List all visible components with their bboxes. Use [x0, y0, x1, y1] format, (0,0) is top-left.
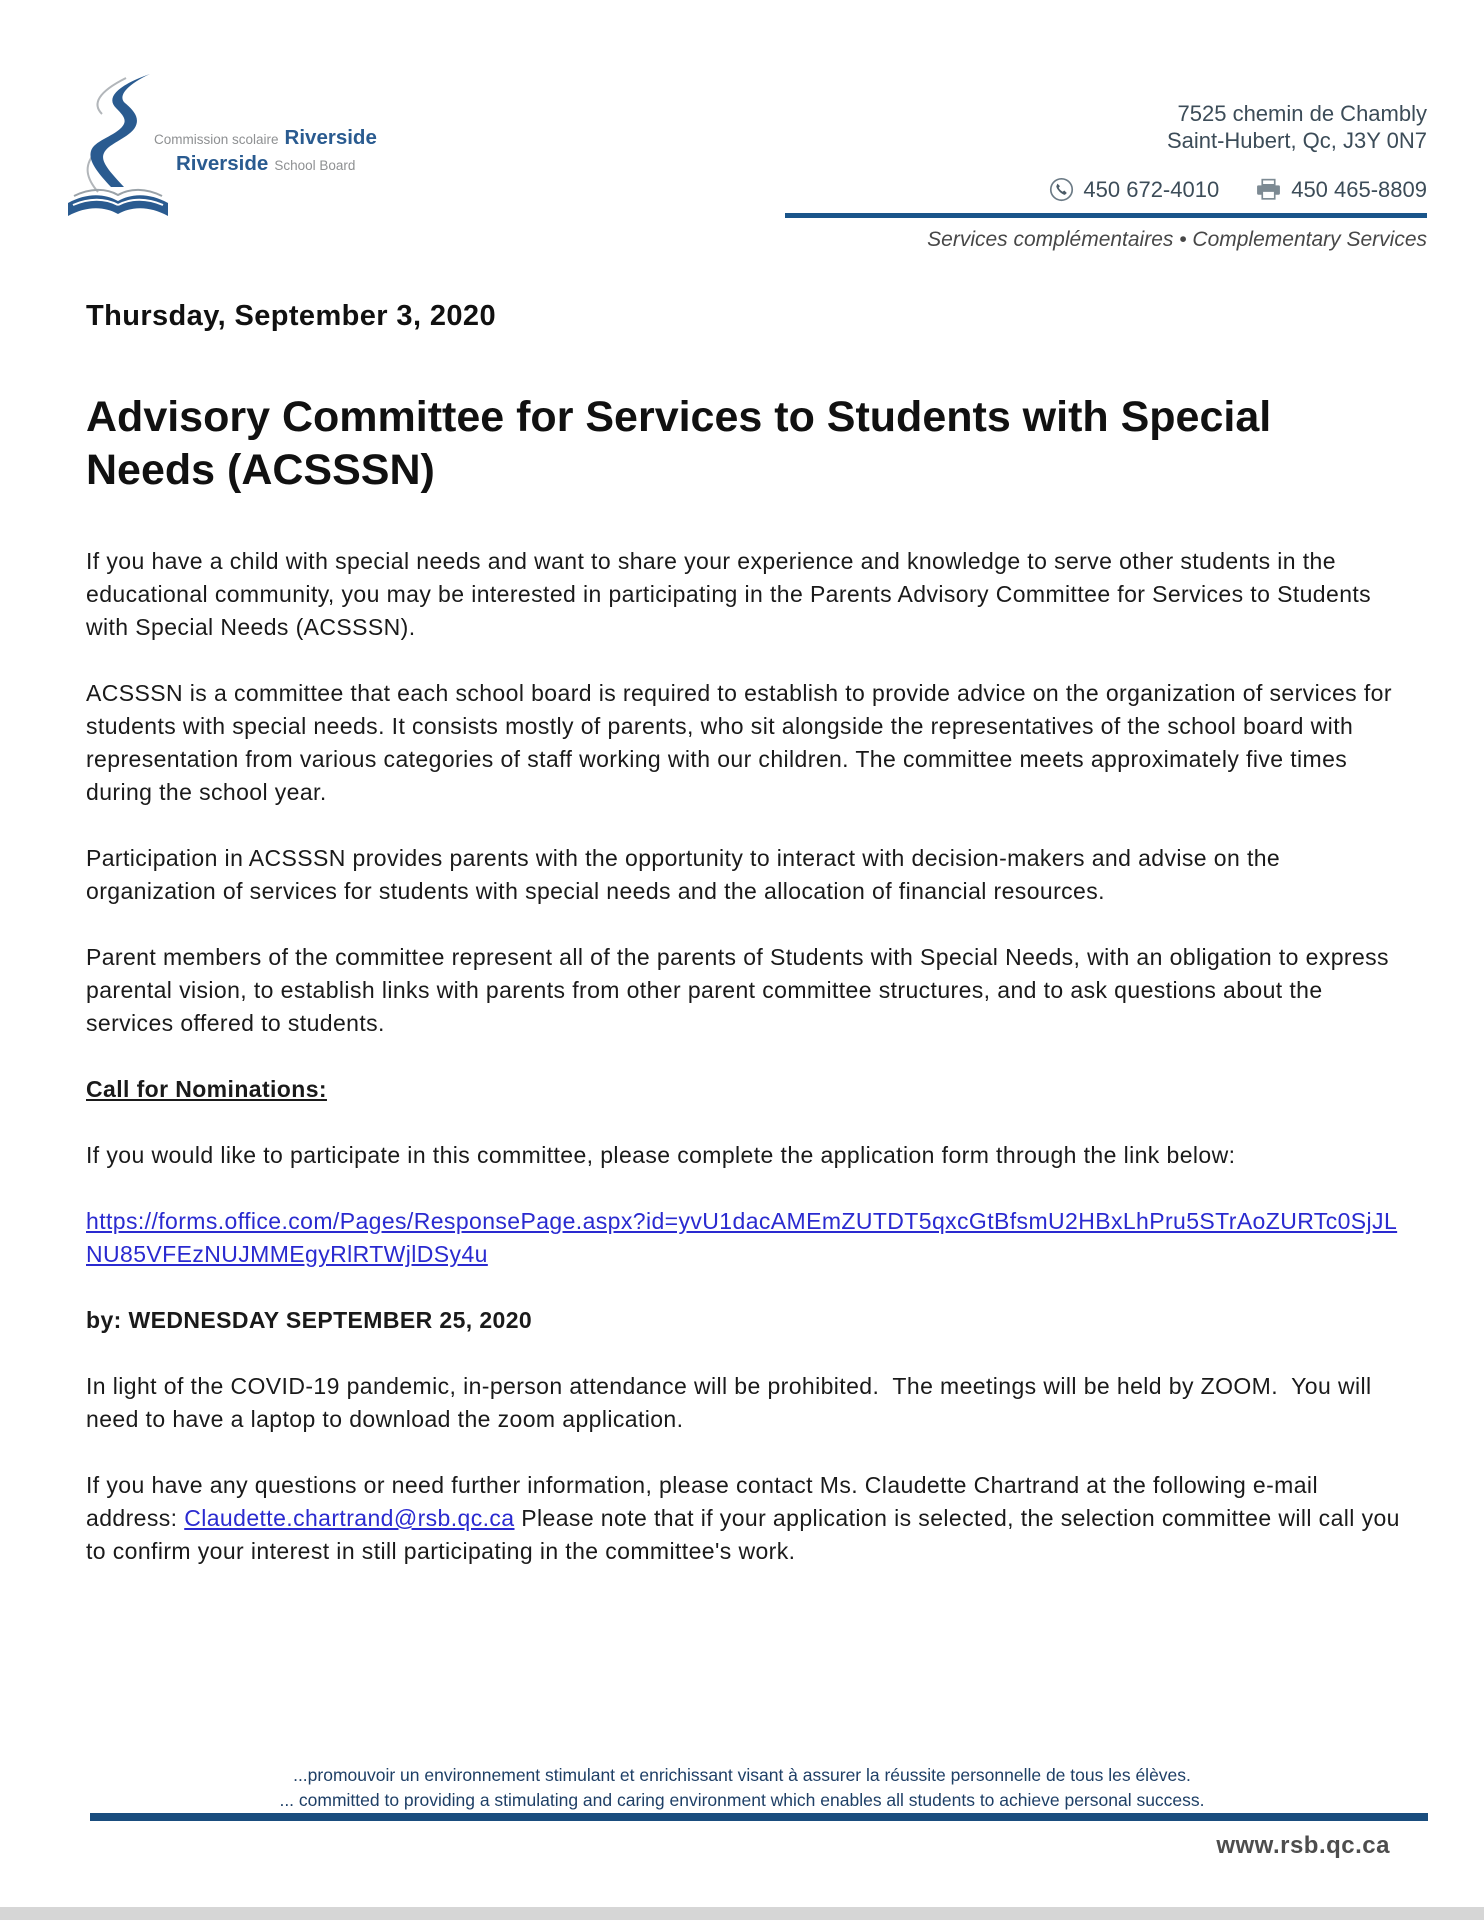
call-for-nominations-heading — [86, 1073, 1411, 1106]
address-line-2: Saint-Hubert, Qc, J3Y 0N7 — [1166, 128, 1427, 153]
letter-body — [86, 300, 1411, 1601]
letterhead-address-block — [785, 100, 1427, 253]
contact-email-link[interactable]: Claudette.chartrand@rsb.qc.ca — [184, 1505, 515, 1531]
paragraph-link-intro: If you would like to participate in this committee, please complete the application form through the link below: — [86, 1142, 1236, 1168]
fax-icon — [1255, 178, 1282, 201]
paragraph-parent-members: Parent members of the committee represent all of the parents of Students with Special Needs, with an obligation to express parental vision, to establish links with parents from other parent committee structures, and to ask questions about the services offered to students. — [86, 944, 1396, 1036]
department-line: Services complémentaires • Complementary Services — [927, 228, 1427, 251]
letter-title: Advisory Committee for Services to Students with Special Needs (ACSSSN) — [86, 393, 1272, 494]
contact-text-after: Please note that if your application is selected, the selection committee will call you to confirm your interest in still participating in the committee's work. — [86, 1505, 1407, 1564]
footer-rule — [90, 1813, 1428, 1821]
logo-en-suffix: School Board — [274, 158, 356, 173]
paragraph-intro: If you have a child with special needs and want to share your experience and knowledge to serve other students in the educational community, you may be interested in participating in the Parents Advisory Committee for Services to Students with Special Needs (ACSSSN). — [86, 548, 1378, 640]
call-for-nominations-label: Call for Nominations: — [86, 1076, 327, 1102]
paragraph-participation: Participation in ACSSSN provides parents with the opportunity to interact with decision-makers and advise on the organization of services for students with special needs and the allocation of financial resources. — [86, 845, 1287, 904]
logo-en-name: Riverside — [176, 152, 269, 175]
paragraph-committee-description: ACSSSN is a committee that each school board is required to establish to provide advice on the organization of services for students with special needs. It consists mostly of parents, who sit alongside the representatives of the school board with representation from various categories of staff working with our children. The committee meets approximately five times during the school year. — [86, 680, 1399, 805]
letter-date: Thursday, September 3, 2020 — [86, 300, 496, 332]
page-bottom-edge — [0, 1907, 1484, 1920]
footer-motto-french: ...promouvoir un environnement stimulant et enrichissant visant à assurer la réussite personnelle de tous les élèves. — [293, 1765, 1191, 1785]
logo-fr-name: Riverside — [284, 126, 377, 149]
deadline-line: by: WEDNESDAY SEPTEMBER 25, 2020 — [86, 1307, 533, 1333]
logo-fr-prefix: Commission scolaire — [154, 132, 279, 147]
fax-number: 450 465-8809 — [1291, 177, 1427, 202]
application-form-link[interactable]: https://forms.office.com/Pages/ResponsePage.aspx?id=yvU1dacAMEmZUTDT5qxcGtBfsmU2HBxLhPru5STrAoZURTc0SjJLNU85VFEzNUJMMEgyRlRTWjlDSy4u — [86, 1208, 1398, 1267]
riverside-logo-wordmark — [154, 126, 377, 178]
phone-fax-row — [785, 176, 1427, 203]
phone-icon — [1049, 177, 1074, 202]
riverside-logo — [64, 70, 404, 235]
paragraph-contact — [86, 1469, 1411, 1568]
footer-motto-english: ... committed to providing a stimulating and caring environment which enables all students to achieve personal success. — [279, 1790, 1205, 1810]
address-line-1: 7525 chemin de Chambly — [1177, 101, 1427, 126]
application-link-paragraph — [86, 1205, 1411, 1271]
website-url: www.rsb.qc.ca — [1216, 1832, 1390, 1859]
paragraph-covid: In light of the COVID-19 pandemic, in-person attendance will be prohibited. The meetings will be held by ZOOM. You will need to have a laptop to download the zoom application. — [86, 1373, 1379, 1432]
phone-number: 450 672-4010 — [1083, 177, 1220, 202]
letterhead-rule — [785, 213, 1427, 218]
contact-text-before: If you have any questions or need further information, please contact Ms. Claudette Chartrand at the following e-mail address: — [86, 1472, 1325, 1531]
